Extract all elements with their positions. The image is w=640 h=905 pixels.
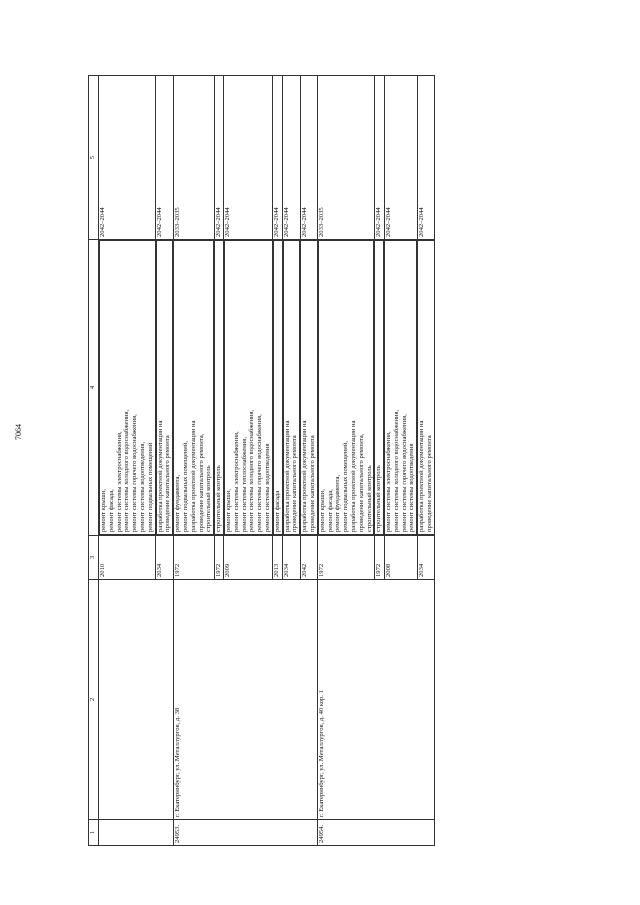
row-number-cell: 24954. xyxy=(318,820,435,846)
period-cell: 2042–2044 xyxy=(99,76,156,240)
year-cell: 1972 xyxy=(318,536,375,580)
address-cell xyxy=(99,580,174,820)
period-cell: 2042–2044 xyxy=(156,76,174,240)
year-cell: 2042 xyxy=(300,536,318,580)
period-cell: 2042–2044 xyxy=(384,76,417,240)
year-cell: 1972 xyxy=(214,536,224,580)
year-cell: 2010 xyxy=(99,536,156,580)
repair-schedule-table xyxy=(88,75,435,846)
works-cell: ремонт фасада xyxy=(273,240,283,535)
works-cell: разработка проектной документации на проведение капитального ремонта xyxy=(156,240,174,535)
year-cell: 1972 xyxy=(374,536,384,580)
header-cell: 1 xyxy=(89,820,99,846)
period-cell: 2042–2044 xyxy=(283,76,301,240)
year-cell: 1972 xyxy=(173,536,214,580)
header-cell: 5 xyxy=(89,76,99,240)
works-cell: ремонт крыши, ремонт фасада, ремонт системы электроснабжения, ремонт системы холодного водоснабжения, ремонт системы горячего водоснабжения, ремонт системы водоотведения, ремонт подвальных помещений xyxy=(99,240,156,535)
rotated-table-wrapper xyxy=(88,76,556,846)
works-cell: разработка проектной документации на проведение капитального ремонта xyxy=(417,240,435,535)
works-cell: ремонт системы электроснабжения, ремонт системы холодного водоснабжения, ремонт системы горячего водоснабжения, ремонт системы водоотведения xyxy=(384,240,417,535)
works-cell: ремонт фундамента, ремонт подвальных помещений, разработка проектной документации на проведение капитального ремонта, строительный контроль xyxy=(173,240,214,535)
year-cell: 2034 xyxy=(283,536,301,580)
works-cell: строительный контроль xyxy=(374,240,384,535)
year-cell: 2013 xyxy=(273,536,283,580)
period-cell: 2042–2044 xyxy=(374,76,384,240)
table-row xyxy=(318,76,375,846)
works-cell: строительный контроль xyxy=(214,240,224,535)
header-cell: 2 xyxy=(89,580,99,820)
period-cell: 2042–2044 xyxy=(214,76,224,240)
year-cell: 2034 xyxy=(417,536,435,580)
year-cell: 2034 xyxy=(156,536,174,580)
period-cell: 2033–2035 xyxy=(173,76,214,240)
header-row xyxy=(89,76,99,846)
table-row xyxy=(99,76,156,846)
header-cell: 3 xyxy=(89,536,99,580)
period-cell: 2042–2044 xyxy=(224,76,273,240)
table-body xyxy=(99,76,435,846)
year-cell: 2008 xyxy=(384,536,417,580)
period-cell: 2042–2044 xyxy=(300,76,318,240)
period-cell: 2042–2044 xyxy=(273,76,283,240)
works-cell: ремонт крыши, ремонт фасада, ремонт фундамента, ремонт подвальных помещений, разработка проектной документации на проведение капитального ремонта, строительный контроль xyxy=(318,240,375,535)
period-cell: 2033–2035 xyxy=(318,76,375,240)
works-cell: разработка проектной документации на проведение капитального ремонта xyxy=(283,240,301,535)
period-cell: 2042–2044 xyxy=(417,76,435,240)
address-cell: г. Екатеринбург, ул. Металлургов, д. 40 кор. 1 xyxy=(318,580,435,820)
year-cell: 2009 xyxy=(224,536,273,580)
table-row xyxy=(173,76,214,846)
works-cell: разработка проектной документации на проведение капитального ремонта xyxy=(300,240,318,535)
row-number-cell: 24953. xyxy=(173,820,318,846)
address-cell: г. Екатеринбург, ул. Металлургов, д. 38 xyxy=(173,580,318,820)
header-cell: 4 xyxy=(89,240,99,536)
page-number: 7064 xyxy=(14,424,23,440)
works-cell: ремонт крыши, ремонт системы электроснабжения, ремонт системы теплоснабжения, ремонт системы холодного водоснабжения, ремонт системы горячего водоснабжения, ремонт системы водоотведения xyxy=(224,240,273,535)
row-number-cell xyxy=(99,820,174,846)
